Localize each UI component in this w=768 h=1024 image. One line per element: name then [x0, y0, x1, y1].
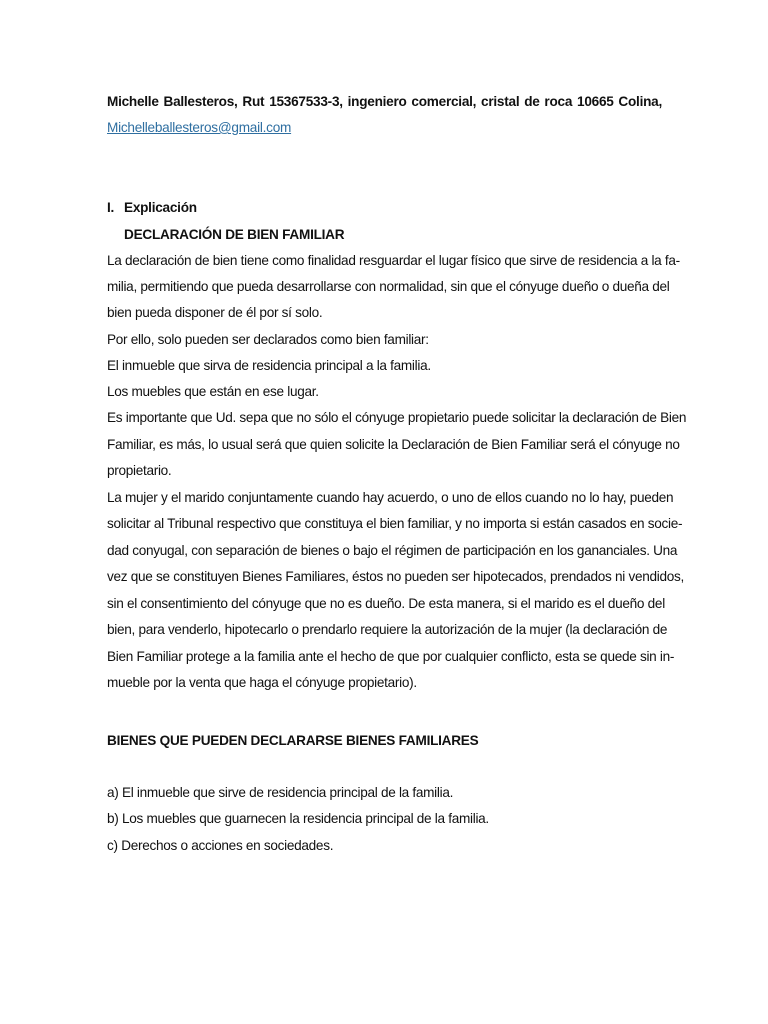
section-number: I.: [107, 200, 115, 215]
paragraph-line: Los muebles que están en ese lugar.: [107, 384, 319, 399]
paragraph-line: sin el consentimiento del cónyuge que no es dueño. De esta manera, si el marido es el dueño del: [107, 596, 665, 611]
paragraph-line: bien, para venderlo, hipotecarlo o prendarlo requiere la autorización de la mujer (la declaración de: [107, 622, 668, 637]
section-heading: BIENES QUE PUEDEN DECLARARSE BIENES FAMILIARES: [107, 733, 479, 748]
paragraph-line: dad conyugal, con separación de bienes o bajo el régimen de participación en los gananciales. Una: [107, 543, 678, 558]
paragraph-line: El inmueble que sirva de residencia principal a la familia.: [107, 358, 431, 373]
section-title: Explicación: [124, 200, 197, 215]
paragraph-line: La mujer y el marido conjuntamente cuando hay acuerdo, o uno de ellos cuando no lo hay, pueden: [107, 490, 674, 505]
list-item: b) Los muebles que guarnecen la residencia principal de la familia.: [107, 811, 489, 826]
paragraph-line: Bien Familiar protege a la familia ante el hecho de que por cualquier conflicto, esta se quede sin in-: [107, 649, 675, 664]
paragraph-line: solicitar al Tribunal respectivo que constituya el bien familiar, y no importa si están casados en socie-: [107, 516, 683, 531]
paragraph-line: Familiar, es más, lo usual será que quien solicite la Declaración de Bien Familiar será el cónyuge no: [107, 437, 680, 452]
section-subtitle: DECLARACIÓN DE BIEN FAMILIAR: [124, 227, 345, 242]
author-email-link[interactable]: Michelleballesteros@gmail.com: [107, 120, 292, 135]
paragraph-line: La declaración de bien tiene como finalidad resguardar el lugar físico que sirve de residencia a la fa-: [107, 253, 680, 268]
paragraph-line: mueble por la venta que haga el cónyuge propietario).: [107, 675, 417, 690]
paragraph-line: milia, permitiendo que pueda desarrollarse con normalidad, sin que el cónyuge dueño o dueña del: [107, 279, 670, 294]
paragraph-line: bien pueda disponer de él por sí solo.: [107, 305, 323, 320]
list-item: c) Derechos o acciones en sociedades.: [107, 838, 334, 853]
paragraph-line: Por ello, solo pueden ser declarados como bien familiar:: [107, 332, 429, 347]
author-info-line: Michelle Ballesteros, Rut 15367533-3, ingeniero comercial, cristal de roca 10665 Colina,: [107, 94, 662, 109]
paragraph-line: vez que se constituyen Bienes Familiares, éstos no pueden ser hipotecados, prendados ni vendidos,: [107, 569, 684, 584]
paragraph-line: Es importante que Ud. sepa que no sólo el cónyuge propietario puede solicitar la declaración de Bien: [107, 410, 687, 425]
list-item: a) El inmueble que sirve de residencia principal de la familia.: [107, 785, 454, 800]
paragraph-line: propietario.: [107, 463, 172, 478]
